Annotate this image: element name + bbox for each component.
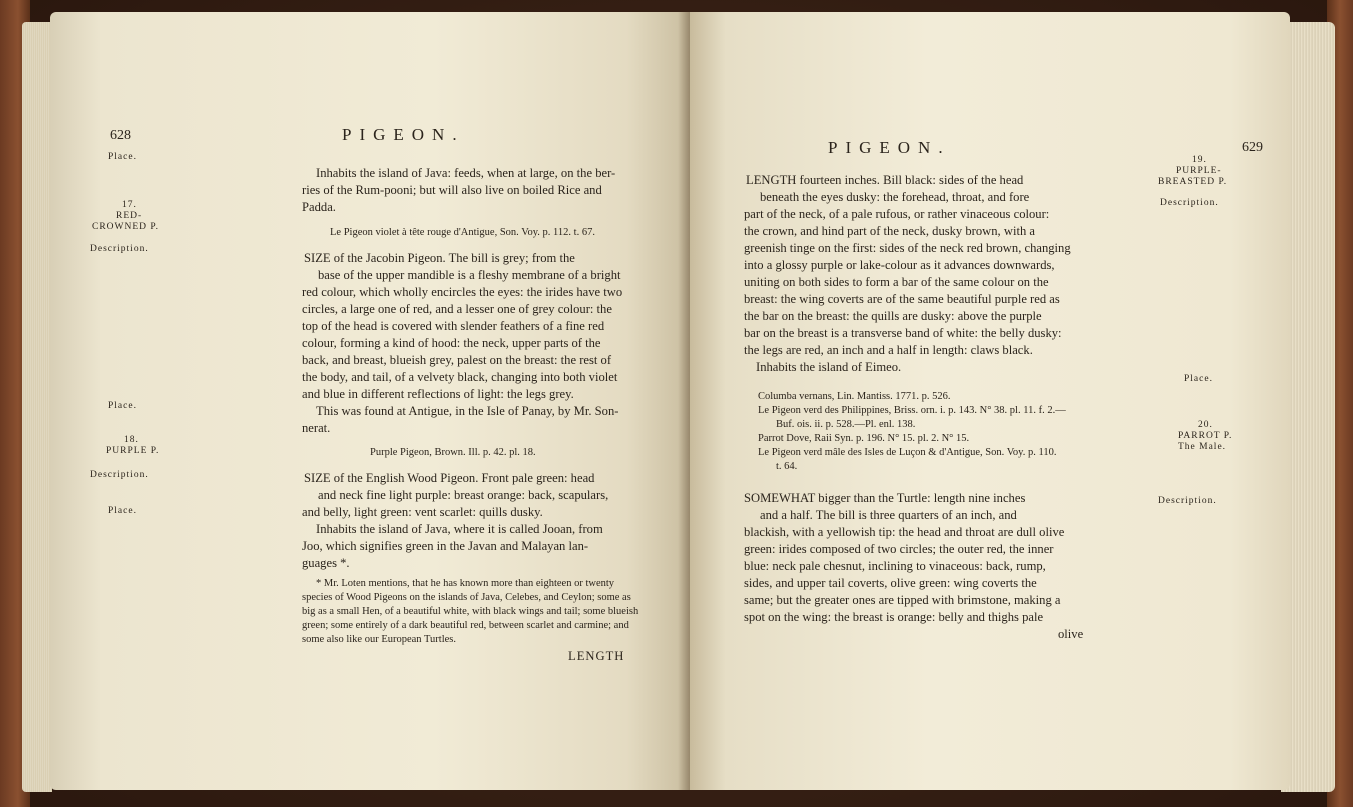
text-line: breast: the wing coverts are of the same beautiful purple red as — [744, 292, 1060, 306]
text-line: spot on the wing: the breast is orange: belly and thighs pale — [744, 610, 1044, 624]
text-line: blue: neck pale chesnut, inclining to vinaceous: back, rump, — [744, 559, 1046, 573]
synonym-line: Columba vernans, Lin. Mantiss. 1771. p. 526. — [758, 391, 951, 402]
synonym-line: Purple Pigeon, Brown. Ill. p. 42. pl. 18. — [370, 447, 536, 458]
synonym-line: Le Pigeon violet à tête rouge d'Antigue, Son. Voy. p. 112. t. 67. — [330, 227, 595, 238]
text-line: ries of the Rum-pooni; but will also live on boiled Rice and — [302, 183, 602, 197]
margin-place: Place. — [108, 401, 137, 411]
margin-place: Place. — [1184, 374, 1213, 384]
text-line: This was found at Antigue, in the Isle of Panay, by Mr. Son- — [316, 404, 619, 418]
synonym-line: Parrot Dove, Raii Syn. p. 196. N° 15. pl. 2. N° 15. — [758, 433, 970, 444]
catchword: LENGTH — [568, 649, 625, 663]
margin-description: Description. — [90, 244, 149, 254]
margin-species-number: 19. — [1192, 155, 1207, 165]
text-line: same; but the greater ones are tipped with brimstone, making a — [744, 593, 1061, 607]
footnote-line: species of Wood Pigeons on the islands of Java, Celebes, and Ceylon; some as — [302, 592, 631, 603]
right-page — [690, 12, 1290, 790]
text-line: top of the head is covered with slender feathers of a fine red — [302, 319, 605, 333]
text-line: part of the neck, of a pale rufous, or rather vinaceous colour: — [744, 207, 1050, 221]
text-line: nerat. — [302, 421, 331, 435]
text-line: SOMEWHAT bigger than the Turtle: length nine inches — [744, 491, 1026, 505]
text-line: Joo, which signifies green in the Javan and Malayan lan- — [302, 539, 589, 553]
catchword: olive — [1058, 627, 1084, 641]
page-edges-left — [22, 22, 52, 792]
text-line: the bar on the breast: the quills are dusky: above the purple — [744, 309, 1042, 323]
text-line: back, and breast, blueish grey, palest on the breast: the rest of — [302, 353, 612, 367]
text-line: sides, and upper tail coverts, olive green: wing coverts the — [744, 576, 1037, 590]
text-line: colour, forming a kind of hood: the neck, upper parts of the — [302, 336, 601, 350]
text-line: SIZE of the Jacobin Pigeon. The bill is grey; from the — [304, 251, 575, 265]
text-line: into a glossy purple or lake-colour as it advances downwards, — [744, 258, 1055, 272]
running-head: PIGEON. — [342, 125, 465, 144]
text-line: Inhabits the island of Java: feeds, when at large, on the ber- — [316, 166, 616, 180]
text-line: green: irides composed of two circles; the outer red, the inner — [744, 542, 1054, 556]
text-line: Padda. — [302, 200, 336, 214]
synonym-line: t. 64. — [776, 461, 798, 472]
footnote-line: big as a small Hen, of a beautiful white, with black wings and tail; some blueish — [302, 606, 639, 617]
text-line: the crown, and hind part of the neck, dusky brown, with a — [744, 224, 1035, 238]
left-page — [50, 12, 690, 790]
margin-species-name: RED- — [116, 211, 143, 221]
page-number: 629 — [1242, 140, 1263, 155]
text-line: blackish, with a yellowish tip: the head and throat are dull olive — [744, 525, 1065, 539]
text-line: red colour, which wholly encircles the eyes: the irides have two — [302, 285, 623, 299]
margin-description: Description. — [90, 470, 149, 480]
margin-description: Description. — [1158, 496, 1217, 506]
margin-place: Place. — [108, 152, 137, 162]
margin-species-number: 20. — [1198, 420, 1213, 430]
text-line: SIZE of the English Wood Pigeon. Front pale green: head — [304, 471, 595, 485]
text-line: circles, a large one of red, and a lesser one of grey colour: the — [302, 302, 612, 316]
margin-description: Description. — [1160, 198, 1219, 208]
text-line: and a half. The bill is three quarters of an inch, and — [760, 508, 1017, 522]
margin-species-name: BREASTED P. — [1158, 177, 1228, 187]
margin-species-name: PARROT P. — [1178, 431, 1233, 441]
synonym-line: Le Pigeon verd des Philippines, Briss. orn. i. p. 143. N° 38. pl. 11. f. 2.— — [758, 405, 1066, 416]
margin-species-name: PURPLE- — [1176, 166, 1222, 176]
page-number: 628 — [110, 128, 131, 143]
text-line: Inhabits the island of Java, where it is called Jooan, from — [316, 522, 603, 536]
margin-species-name: CROWNED P. — [92, 222, 160, 232]
margin-place: Place. — [108, 506, 137, 516]
text-line: beneath the eyes dusky: the forehead, throat, and fore — [760, 190, 1030, 204]
text-line: bar on the breast is a transverse band of white: the belly dusky: — [744, 326, 1062, 340]
text-line: and blue in different reflections of light: the legs grey. — [302, 387, 574, 401]
margin-species-name: PURPLE P. — [106, 446, 160, 456]
footnote-line: green; some entirely of a dark beautiful red, between scarlet and carmine; and — [302, 620, 629, 631]
running-head: PIGEON. — [828, 138, 951, 157]
text-line: the legs are red, an inch and a half in length: claws black. — [744, 343, 1033, 357]
text-line: Inhabits the island of Eimeo. — [756, 360, 902, 374]
footnote-line: some also like our European Turtles. — [302, 634, 456, 645]
text-line: base of the upper mandible is a fleshy membrane of a bright — [318, 268, 621, 282]
footnote-line: * Mr. Loten mentions, that he has known more than eighteen or twenty — [316, 578, 615, 589]
text-line: greenish tinge on the first: sides of the neck red brown, changing — [744, 241, 1071, 255]
synonym-line: Le Pigeon verd mâle des Isles de Luçon & d'Antigue, Son. Voy. p. 110. — [758, 447, 1057, 458]
synonym-line: Buf. ois. ii. p. 528.—Pl. enl. 138. — [776, 419, 916, 430]
text-line: guages *. — [302, 556, 350, 570]
text-line: the body, and tail, of a velvety black, changing into both violet — [302, 370, 618, 384]
margin-species-number: 18. — [124, 435, 139, 445]
text-line: LENGTH fourteen inches. Bill black: sides of the head — [746, 173, 1024, 187]
margin-species-name: The Male. — [1178, 442, 1227, 452]
text-line: and neck fine light purple: breast orange: back, scapulars, — [318, 488, 609, 502]
text-line: uniting on both sides to form a bar of the same colour on the — [744, 275, 1049, 289]
margin-species-number: 17. — [122, 200, 137, 210]
text-line: and belly, light green: vent scarlet: quills dusky. — [302, 505, 543, 519]
